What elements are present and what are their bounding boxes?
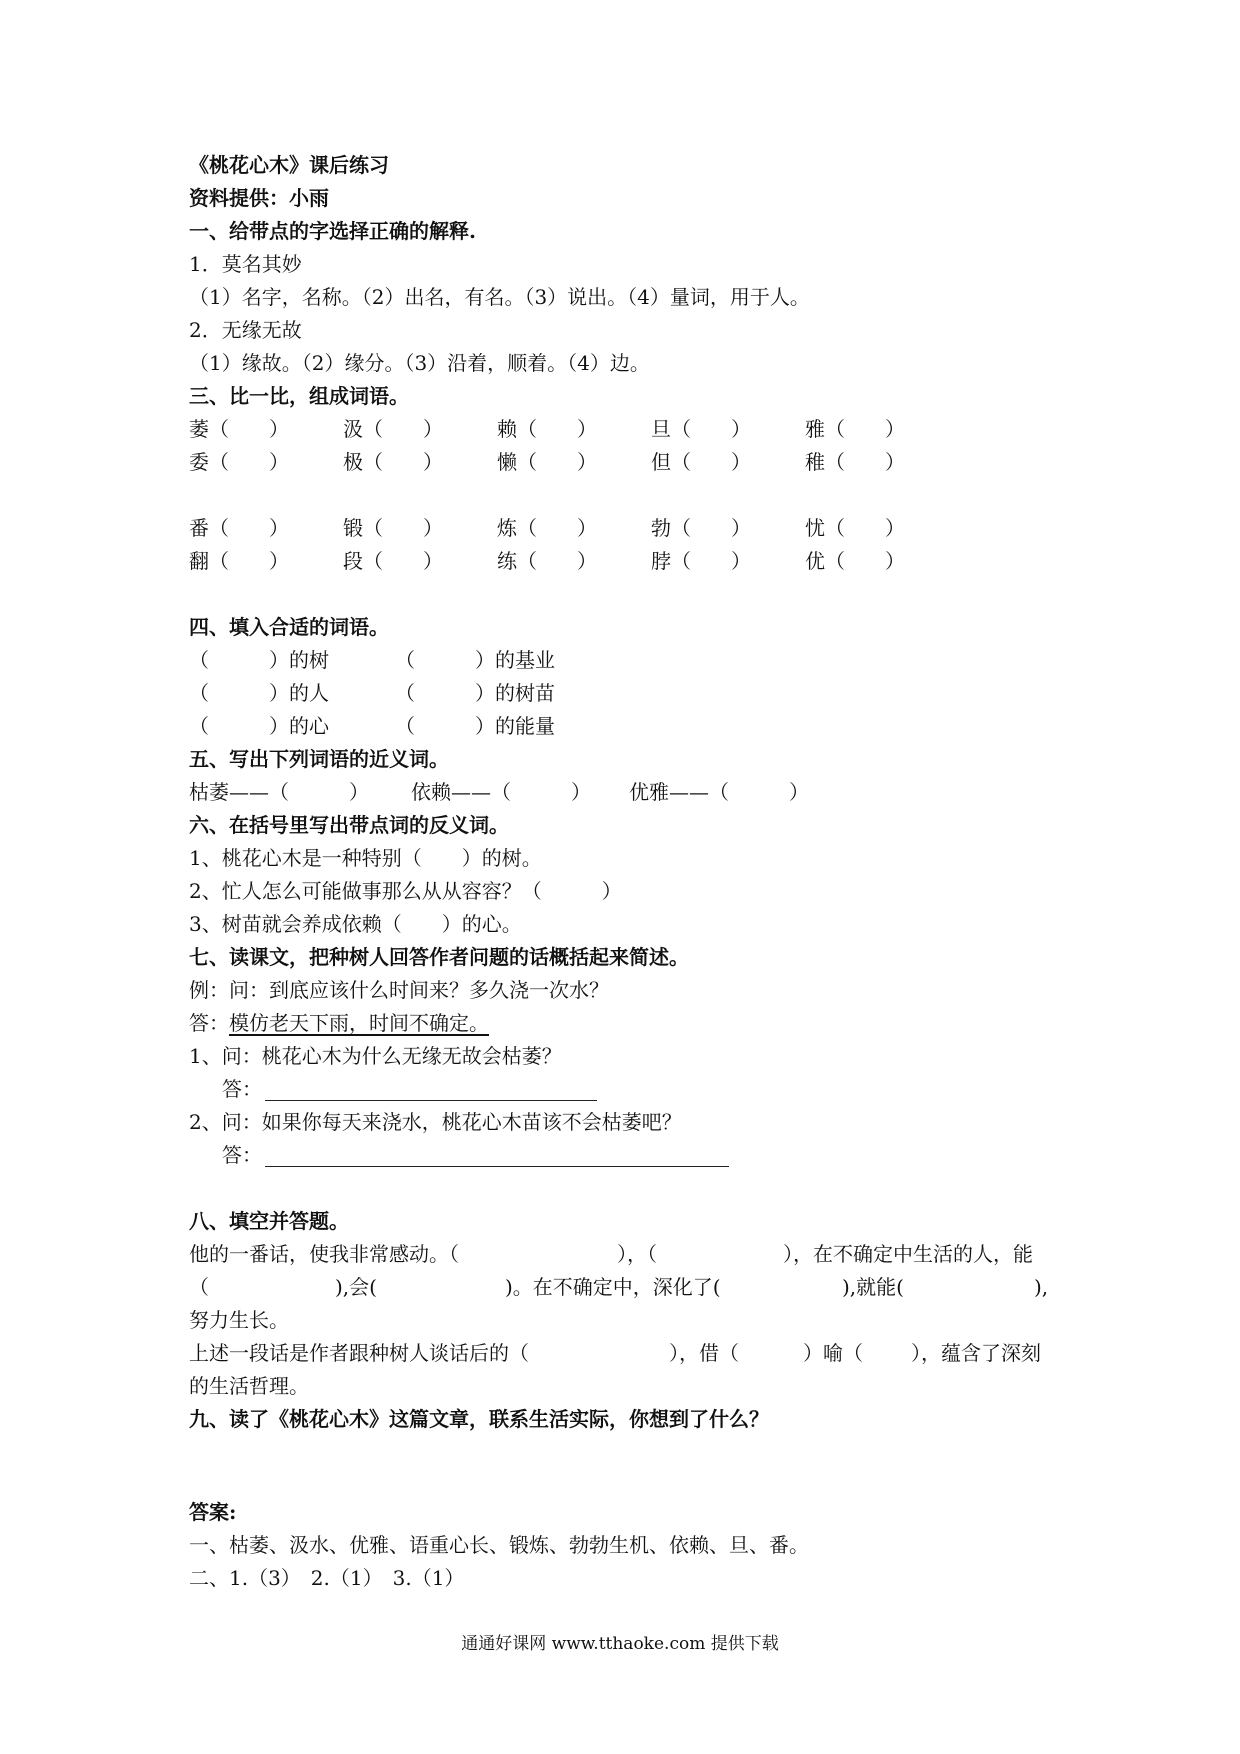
compare-item: 旦（ ）	[651, 417, 751, 441]
fill-item: （ ）的树苗	[395, 681, 555, 705]
provider-line: 资料提供：小雨	[189, 186, 329, 210]
compare-item: 翻（ ）	[189, 549, 289, 573]
section-9-heading: 九、读了《桃花心木》这篇文章，联系生活实际，你想到了什么？	[189, 1407, 769, 1431]
answer-7-2-blank[interactable]	[265, 1166, 729, 1167]
compare-item: 赖（ ）	[497, 417, 597, 441]
section-7-heading: 七、读课文，把种树人回答作者问题的话概括起来简述。	[189, 945, 689, 969]
compare-item: 忧（ ）	[805, 516, 905, 540]
answer-7-2-label: 答：	[222, 1143, 262, 1167]
text-segment: ），蕴含了深刻	[911, 1341, 1041, 1365]
example-answer-line	[189, 1007, 489, 1039]
compare-item: 稚（ ）	[805, 450, 905, 474]
section-8-line-5: 的生活哲理。	[189, 1374, 309, 1398]
text-segment: )。在不确定中，深化了(	[505, 1275, 721, 1299]
answer-line-1: 一、枯萎、汲水、优雅、语重心长、锻炼、勃勃生机、依赖、旦、番。	[189, 1533, 809, 1557]
compare-item: 委（ ）	[189, 450, 289, 474]
compare-item: 段（ ）	[343, 549, 443, 573]
text-segment: ），（	[617, 1242, 657, 1266]
question-7-2: 2、问：如果你每天来浇水，桃花心木苗该不会枯萎吧？	[189, 1110, 682, 1134]
text-segment: 他的一番话，使我非常感动。（	[189, 1242, 459, 1266]
text-segment: ），在不确定中生活的人，能	[783, 1242, 1033, 1266]
footer-text: 通通好课网 www.tthaoke.com 提供下载	[461, 1634, 779, 1654]
answer-7-1-blank[interactable]	[265, 1100, 597, 1101]
fill-item: （ ）的人	[189, 681, 329, 705]
text-segment: 上述一段话是作者跟种树人谈话后的（	[189, 1341, 529, 1365]
antonym-item: 2、忙人怎么可能做事那么从从容容？（ ）	[189, 879, 622, 903]
synonym-item: 优雅——（ ）	[629, 780, 809, 804]
compare-item: 炼（ ）	[497, 516, 597, 540]
question-1-2: 2．无缘无故	[189, 318, 302, 342]
text-segment: ）喻（	[803, 1341, 863, 1365]
text-segment: （	[189, 1275, 209, 1299]
compare-item: 汲（ ）	[343, 417, 443, 441]
compare-item: 锻（ ）	[343, 516, 443, 540]
compare-item: 脖（ ）	[651, 549, 751, 573]
section-6-heading: 六、在括号里写出带点词的反义词。	[189, 813, 509, 837]
section-3-heading: 三、比一比，组成词语。	[189, 384, 409, 408]
text-segment: ),就能(	[842, 1275, 904, 1299]
section-8-line-3: 努力生长。	[189, 1308, 289, 1332]
antonym-item: 1、桃花心木是一种特别（ ）的树。	[189, 846, 542, 870]
answer-label: 答：	[189, 1011, 229, 1035]
answers-heading: 答案:	[189, 1500, 237, 1524]
compare-item: 练（ ）	[497, 549, 597, 573]
fill-item: （ ）的树	[189, 648, 329, 672]
question-1-1-options: （1）名字，名称。（2）出名，有名。（3）说出。（4）量词，用于人。	[189, 285, 810, 309]
compare-item: 极（ ）	[343, 450, 443, 474]
fill-item: （ ）的能量	[395, 714, 555, 738]
answer-7-1-label: 答：	[222, 1077, 262, 1101]
example-question: 例：问：到底应该什么时间来？多久浇一次水？	[189, 978, 609, 1002]
compare-item: 雅（ ）	[805, 417, 905, 441]
page-title: 《桃花心木》课后练习	[189, 153, 389, 177]
answer-line-2: 二、1.（3） 2.（1） 3.（1）	[189, 1566, 465, 1590]
compare-item: 但（ ）	[651, 450, 751, 474]
section-8-heading: 八、填空并答题。	[189, 1209, 349, 1233]
compare-item: 勃（ ）	[651, 516, 751, 540]
question-7-1: 1、问：桃花心木为什么无缘无故会枯萎？	[189, 1044, 562, 1068]
text-segment: ),会(	[335, 1275, 377, 1299]
text-segment: ），借（	[669, 1341, 739, 1365]
question-1-2-options: （1）缘故。（2）缘分。（3）沿着，顺着。（4）边。	[189, 351, 650, 375]
section-5-heading: 五、写出下列词语的近义词。	[189, 747, 449, 771]
fill-item: （ ）的心	[189, 714, 329, 738]
compare-item: 萎（ ）	[189, 417, 289, 441]
compare-item: 番（ ）	[189, 516, 289, 540]
synonym-item: 枯萎——（ ）	[189, 780, 369, 804]
section-1-heading: 一、给带点的字选择正确的解释.	[189, 219, 476, 243]
text-segment: ),	[1034, 1275, 1049, 1299]
section-4-heading: 四、填入合适的词语。	[189, 615, 389, 639]
compare-item: 优（ ）	[805, 549, 905, 573]
question-1-1: 1．莫名其妙	[189, 252, 302, 276]
example-answer: 模仿老天下雨，时间不确定。	[229, 1011, 489, 1035]
synonym-item: 依赖——（ ）	[411, 780, 591, 804]
antonym-item: 3、树苗就会养成依赖（ ）的心。	[189, 912, 522, 936]
compare-item: 懒（ ）	[497, 450, 597, 474]
fill-item: （ ）的基业	[395, 648, 555, 672]
